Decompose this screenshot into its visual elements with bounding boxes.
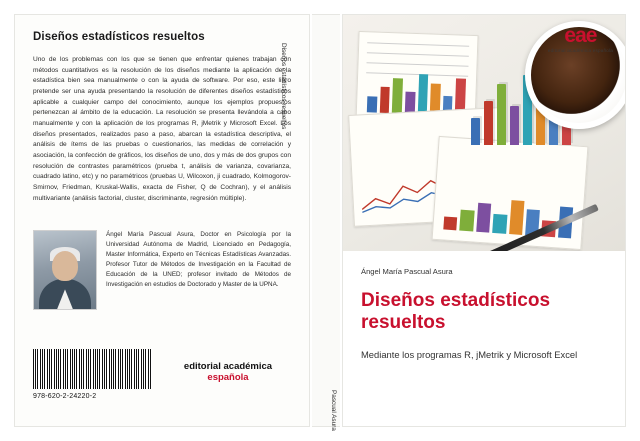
book-spine (279, 14, 340, 431)
back-cover (14, 14, 310, 427)
back-cover-blurb: Uno de los problemas con los que se tienen que enfrentar quienes trabajan con métodos cuantitativos es la resolución de los diseños mediante la aplicación de la estadística bien sea manualmente o con la ayuda de software. Por eso, este libro pretende ser una ayuda presentando la resolución de diferentes diseños estadísticos aplicable a cualquier campo del conocimiento, aunque los ejemplos propuestos pertenezcan al ámbito de la educación. La resolución se presenta llevándola a cabo manualmente y con la aplicación de los programas R, jMetrik y Microsoft Excel. Los diseños presentados, realizados paso a paso, abarcan la estadística descriptiva, el análisis de ítems de las pruebas o cuestionarios, las medidas de correlación y asociación, la confección de gráficos, los diseños de uno, dos y más de dos grupos con resolución de contrastes paramétricos (prueba t, análisis de varianza, covarianza, cuadrado latino, etc) y no paramétricos (pruebas U, Wilcoxon, ji cuadrado, Kolmogorov-Smirnov, Friedman, Kruskal-Wallis, exacta de Fisher, Q de Cochran), y el análisis multivariante (análisis factorial, cluster, discriminante, regresión múltiple). (33, 56, 291, 202)
spine-author: Pascual Asura (330, 390, 337, 431)
front-cover-author: Ángel María Pascual Asura (361, 267, 453, 276)
author-bio: Ángel María Pascual Asura, Doctor en Psicología por la Universidad Autónoma de Madrid, Licenciado en Pedagogía, Master Informática, Experto en Técnicas Estadísticas Avanzadas. Profesor Tutor de Métodos de Investigación en la Facultad de Educación de la UNED; profesor invitado de Métodos de Investigación en estudios de Doctorado y Master de la UPNA. (106, 231, 291, 289)
publisher-name-plain: editorial académica (183, 361, 273, 372)
author-block (33, 230, 291, 310)
front-cover (342, 14, 626, 427)
isbn-text: 978-620-2-24220-2 (33, 393, 97, 400)
front-cover-title: Diseños estadísticos resueltos (361, 290, 551, 333)
publisher-logo-mark: eae (564, 24, 597, 47)
publisher-name-accent: española (207, 372, 249, 383)
back-cover-footer (33, 349, 291, 400)
author-photo (33, 230, 97, 310)
barcode-block (33, 349, 151, 400)
front-cover-text (343, 251, 626, 362)
portrait-face (52, 251, 78, 281)
mini-bar-chart (367, 62, 467, 115)
publisher-logo-subtitle: editorial académica española (547, 48, 613, 53)
chart-sheet-right (432, 136, 589, 250)
publisher-name (165, 349, 291, 383)
back-cover-title: Diseños estadísticos resueltos (33, 31, 205, 43)
spine-title: Diseños estadísticos resueltos (279, 43, 287, 130)
barcode-icon (33, 349, 151, 389)
front-cover-subtitle: Mediante los programas R, jMetrik y Microsoft Excel (361, 349, 578, 361)
publisher-logo (548, 25, 613, 53)
